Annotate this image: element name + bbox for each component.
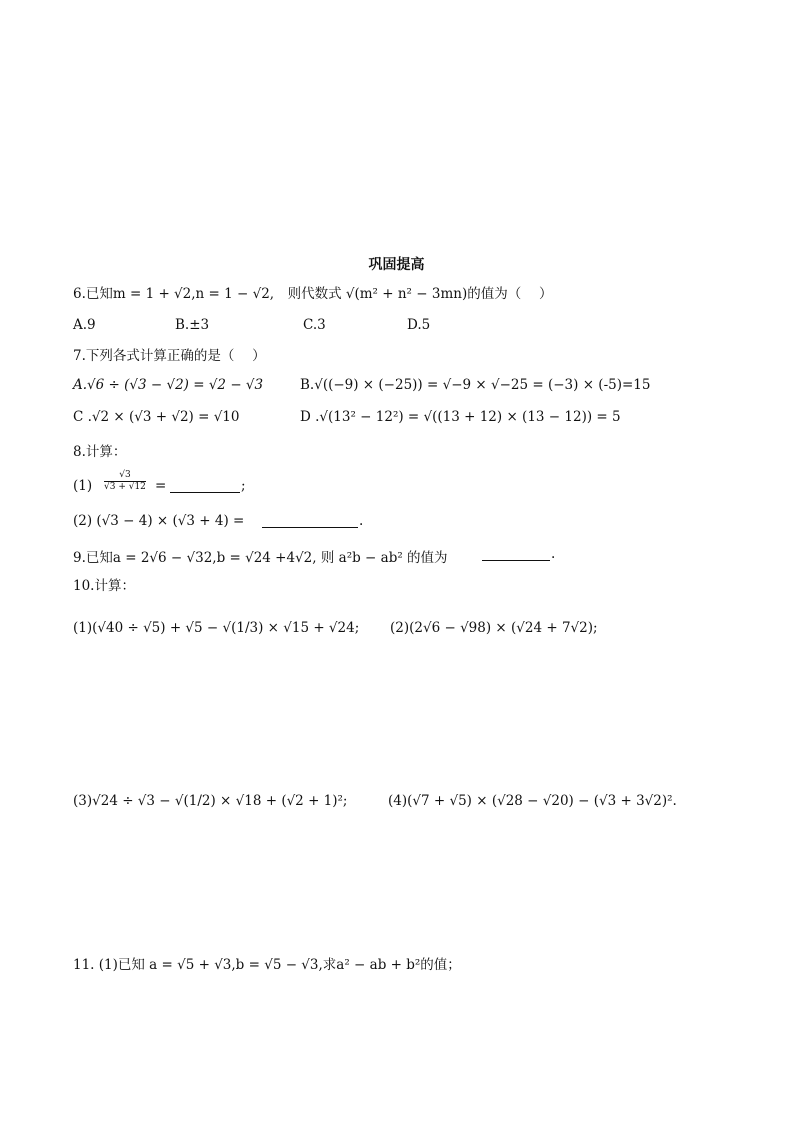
answer-blank-8-1[interactable] (170, 478, 240, 493)
question-8-part1-end: ; (241, 478, 246, 494)
question-9-end: . (551, 546, 556, 562)
answer-blank-9[interactable] (482, 546, 550, 561)
question-10-part2: (2)(2√6 − √98) × (√24 + 7√2); (390, 620, 598, 636)
question-7-option-d: D .√(13² − 12²) = √((13 + 12) × (13 − 12)) = 5 (300, 409, 621, 425)
question-7-stem: 7.下列各式计算正确的是（ ） (73, 348, 266, 364)
option-d: D.5 (407, 317, 431, 333)
fraction-numerator: √3 (104, 470, 146, 482)
option-a: A.9 (73, 317, 96, 333)
question-7-option-a: A.√6 ÷ (√3 − √2) = √2 − √3 (73, 377, 264, 393)
answer-blank-8-2[interactable] (262, 513, 358, 528)
question-10-part3: (3)√24 ÷ √3 − √(1/2) × √18 + (√2 + 1)²; (73, 793, 348, 809)
question-8-part2: (2) (√3 − 4) × (√3 + 4) = (73, 513, 245, 529)
option-b: B.±3 (175, 317, 210, 333)
question-8-stem: 8.计算： (73, 444, 127, 460)
question-11: 11. (1)已知 a = √5 + √3,b = √5 − √3,求a² − ab + b²的值； (73, 957, 461, 973)
question-10-part4: (4)(√7 + √5) × (√28 − √20) − (√3 + 3√2)². (388, 793, 677, 809)
question-7-option-b: B.√((−9) × (−25)) = √−9 × √−25 = (−3) × (-5)=15 (300, 377, 651, 393)
question-8-part2-end: . (359, 513, 364, 529)
question-8-part1-label: (1) (73, 478, 93, 494)
question-10-stem: 10.计算： (73, 578, 135, 594)
question-6: 6.已知m = 1 + √2,n = 1 − √2, 则代数式 √(m² + n² − 3mn)的值为（ ） (73, 286, 553, 302)
question-8-part1-equals: = (155, 478, 167, 494)
option-c: C.3 (303, 317, 326, 333)
fraction-denominator: √3 + √12 (104, 482, 146, 492)
question-7-option-c: C .√2 × (√3 + √2) = √10 (73, 409, 240, 425)
question-8-part1-fraction (104, 470, 146, 493)
question-10-part1: (1)(√40 ÷ √5) + √5 − √(1/3) × √15 + √24; (73, 620, 360, 636)
question-9: 9.已知a = 2√6 − √32,b = √24 +4√2, 则 a²b − ab² 的值为 (73, 550, 448, 566)
section-title: 巩固提高 (368, 257, 425, 273)
